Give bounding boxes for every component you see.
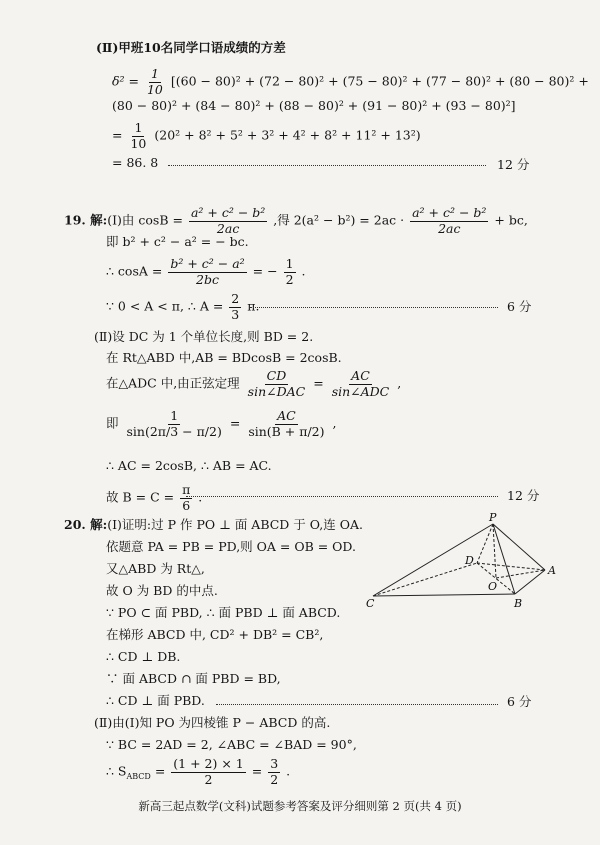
score-badge: 12 分 — [507, 488, 540, 503]
q20-line3: 又△ABD 为 Rt△, — [106, 561, 205, 576]
edge-ba — [515, 570, 545, 594]
q19-part2-line3: 在△ADC 中,由正弦定理 $\frac{CD}{\text{sin∠DAC}}$ = $\frac{AC}{\text{sin∠ADC}}$ , — [106, 368, 402, 399]
page-footer: 新高三起点数学(文科)试题参考答案及评分细则第 2 页(共 4 页) — [138, 799, 462, 813]
edge-oa — [496, 570, 545, 578]
q20-line4: 故 O 为 BD 的中点. — [106, 583, 218, 598]
pyramid-figure — [365, 510, 555, 610]
score-badge: 6 分 — [507, 694, 532, 709]
q20-line6: 在梯形 ABCD 中, CD² + DB² = CB², — [106, 627, 324, 642]
edge-cd — [373, 563, 477, 596]
q19-line4: ∵ 0 < A < π, ∴ A = $\frac{2}{3}$ π. — [106, 291, 260, 322]
q19-part2-line2: 在 Rt△ABD 中,AB = BDcosB = 2cosB. — [106, 350, 342, 365]
leader-dots — [216, 704, 498, 705]
q20-line1: 20. 解:(Ⅰ)证明:过 P 作 PO ⊥ 面 ABCD 于 O,连 OA. — [64, 517, 363, 532]
label-p: P — [489, 511, 497, 524]
leader-dots — [250, 307, 498, 308]
q19-line2: 即 b² + c² − a² = − bc. — [106, 234, 249, 249]
q20-line9: ∴ CD ⊥ 面 PBD. — [106, 693, 205, 708]
leader-dots — [168, 165, 486, 166]
q20-part2-line3: ∴ $S_{ABCD}$ = $\frac{(1 + 2) \times 1}{2}$ = $\frac{3}{2}$ . — [106, 756, 291, 787]
edge-cb — [373, 594, 515, 596]
edge-pd — [477, 524, 493, 563]
score-badge: 6 分 — [507, 299, 532, 314]
part2-heading: (Ⅱ)甲班10名同学口语成绩的方差 — [96, 40, 286, 55]
q20-line7: ∴ CD ⊥ DB. — [106, 649, 181, 664]
q20-line5: ∵ PO ⊂ 面 PBD, ∴ 面 PBD ⊥ 面 ABCD. — [106, 605, 341, 620]
variance-fraction: $\frac{1}{10}$ — [146, 66, 163, 97]
q19-part2-line6: 故 B = C = $\frac{\pi}{6}$ . — [106, 482, 203, 513]
q19-line3: ∴ cosA = $\frac{\text{b² + c² − a²}}{2bc}$ = − $\frac{1}{2}$ . — [106, 256, 306, 287]
label-a: A — [548, 564, 556, 577]
q19-part2-line4: 即 $\frac{1}{\sin(2\pi/3 - \pi/2)}$ = $\frac{AC}{\sin(B + \pi/2)}$ , — [106, 408, 337, 439]
q20-line2: 依题意 PA = PB = PD,则 OA = OB = OD. — [106, 539, 356, 554]
q20-line8: ∵ 面 ABCD ∩ 面 PBD = BD, — [106, 671, 281, 686]
label-b: B — [514, 597, 523, 610]
q20-part2-line2: ∵ BC = 2AD = 2, ∠ABC = ∠BAD = 90°, — [106, 737, 357, 752]
edge-da — [477, 563, 545, 570]
variance-line2: (80 − 80)² + (84 − 80)² + (88 − 80)² + (91 − 80)² + (93 − 80)²] — [112, 98, 516, 113]
variance-result: = 86. 8 — [112, 155, 159, 170]
q20-part2-line1: (Ⅱ)由(Ⅰ)知 PO 为四棱锥 P − ABCD 的高. — [94, 715, 331, 730]
label-c: C — [366, 597, 375, 610]
variance-line1: δ² = $\frac{1}{10}$ [(60 − 80)² + (72 − 80)² + (75 − 80)² + (77 − 80)² + (80 − 80)² + — [112, 66, 589, 97]
label-o: O — [488, 580, 498, 593]
edge-pc — [373, 524, 493, 596]
edge-pa — [493, 524, 545, 570]
q19-part2-line1: (Ⅱ)设 DC 为 1 个单位长度,则 BD = 2. — [94, 329, 314, 344]
variance-line3: = $\frac{1}{10}$ (20² + 8² + 5² + 3² + 4² + 8² + 11² + 13²) — [112, 120, 421, 151]
score-badge: 12 分 — [497, 157, 530, 172]
q19-line1: 19. 解:(Ⅰ)由 cosB = $\frac{\text{a² + c² − b²}}{2ac}$ ,得 2(a² − b²) = 2ac · $\frac{\text{a² + c² − b²}}{2ac}$ + bc, — [64, 205, 528, 236]
q19-part2-line5: ∴ AC = 2cosB, ∴ AB = AC. — [106, 458, 272, 473]
leader-dots — [186, 496, 498, 497]
label-d: D — [465, 554, 474, 567]
